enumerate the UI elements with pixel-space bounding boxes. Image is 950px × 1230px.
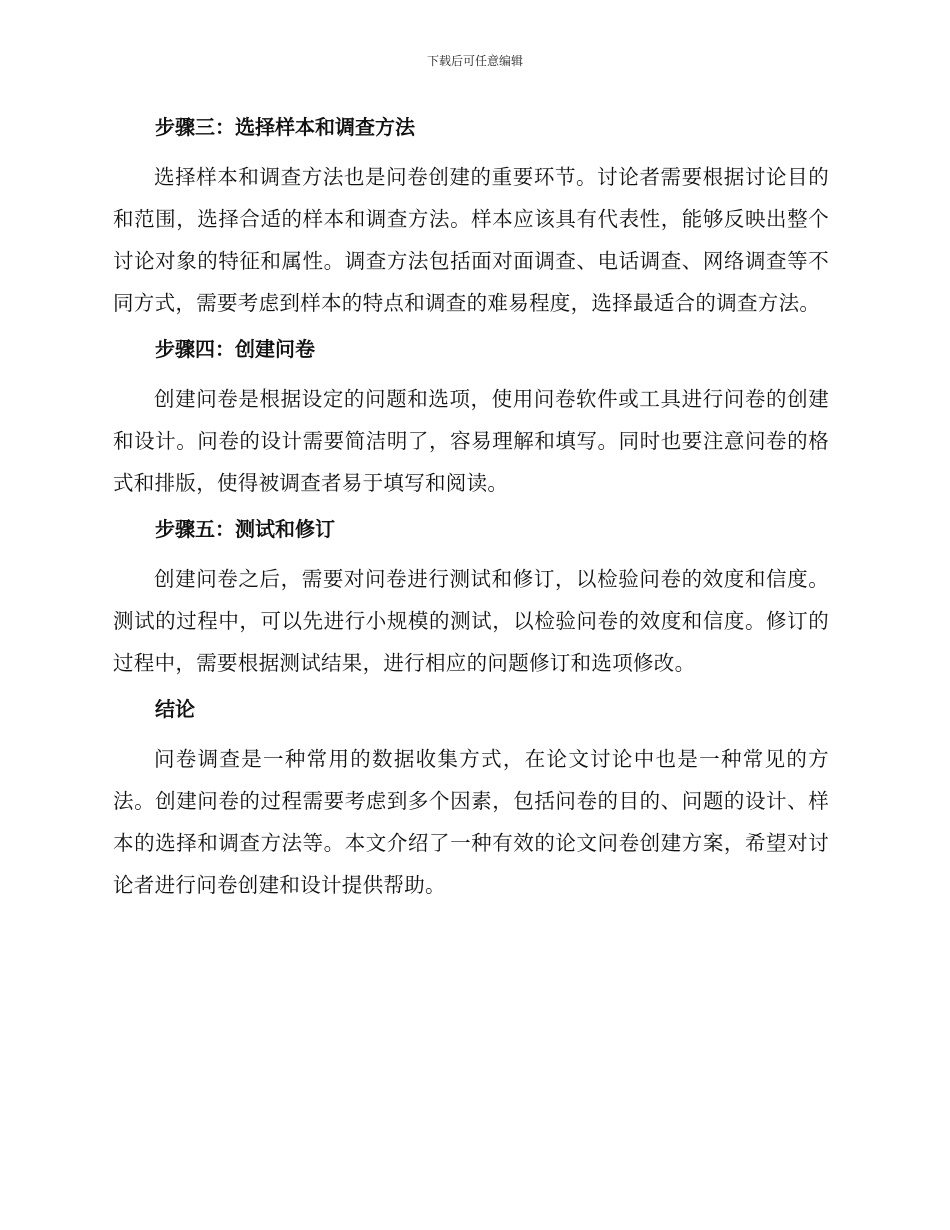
section-paragraph: 创建问卷之后，需要对问卷进行测试和修订，以检验问卷的效度和信度。测试的过程中，可以先进行小规模的测试，以检验问卷的效度和信度。修订的过程中，需要根据测试结果，进行相应的问题修订和选项修改。 bbox=[113, 567, 829, 675]
page-header: 下载后可任意编辑 bbox=[426, 54, 523, 68]
section-heading: 结论 bbox=[155, 697, 195, 721]
section-paragraph: 创建问卷是根据设定的问题和选项，使用问卷软件或工具进行问卷的创建和设计。问卷的设计需要简洁明了，容易理解和填写。同时也要注意问卷的格式和排版，使得被调查者易于填写和阅读。 bbox=[113, 387, 829, 495]
section-heading: 步骤四：创建问卷 bbox=[155, 337, 315, 361]
section-heading: 步骤三：选择样本和调查方法 bbox=[155, 115, 415, 139]
section-paragraph: 选择样本和调查方法也是问卷创建的重要环节。讨论者需要根据讨论目的和范围，选择合适的样本和调查方法。样本应该具有代表性，能够反映出整个讨论对象的特征和属性。调查方法包括面对面调查、电话调查、网络调查等不同方式，需要考虑到样本的特点和调查的难易程度，选择最适合的调查方法。 bbox=[113, 165, 829, 315]
document-body bbox=[113, 110, 829, 906]
section-step-four bbox=[113, 332, 829, 504]
section-paragraph: 问卷调查是一种常用的数据收集方式，在论文讨论中也是一种常见的方法。创建问卷的过程需要考虑到多个因素，包括问卷的目的、问题的设计、样本的选择和调查方法等。本文介绍了一种有效的论文问卷创建方案，希望对讨论者进行问卷创建和设计提供帮助。 bbox=[113, 747, 829, 897]
section-heading: 步骤五：测试和修订 bbox=[155, 517, 335, 541]
section-step-three bbox=[113, 110, 829, 324]
section-conclusion bbox=[113, 692, 829, 906]
section-step-five bbox=[113, 512, 829, 684]
